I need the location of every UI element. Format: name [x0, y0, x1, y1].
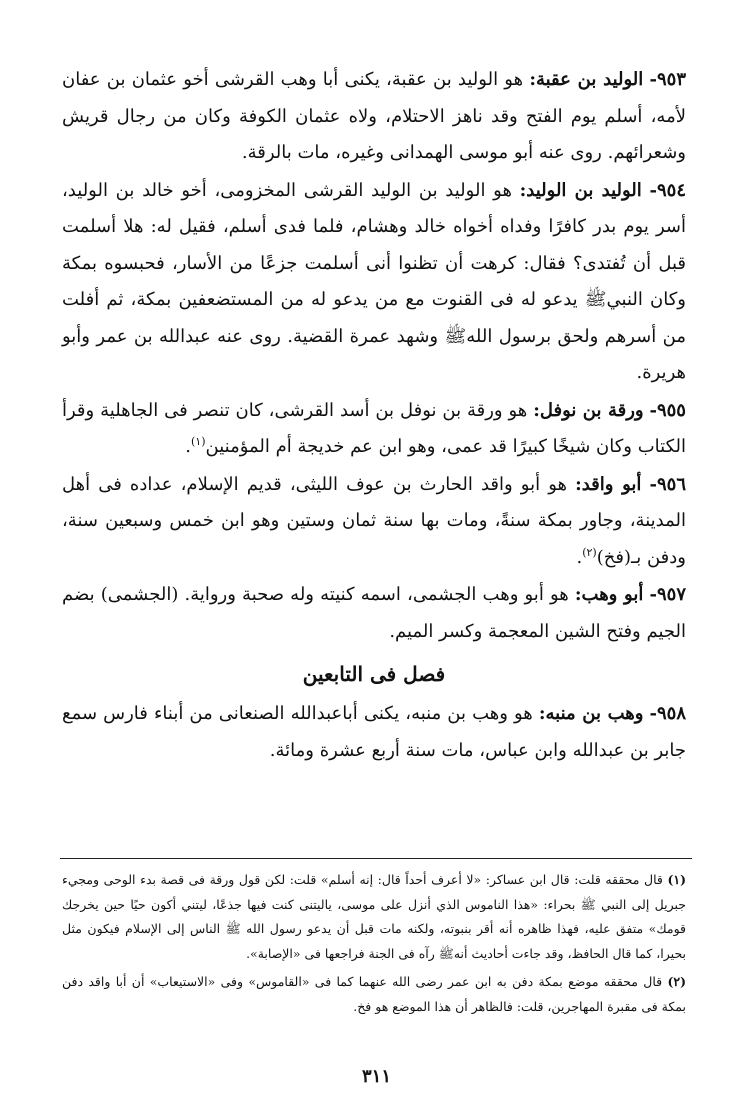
entry-name: أبو واقد:	[575, 473, 642, 495]
section-heading: فصل فى التابعين	[302, 662, 446, 686]
entry-tail: .	[185, 436, 191, 457]
entry-number: ٩٥٤-	[649, 179, 686, 201]
entry-957	[62, 577, 686, 650]
entry-name: وهب بن منبه:	[538, 703, 644, 724]
footnote-divider	[60, 858, 692, 859]
entry-name: ورقة بن نوفل:	[533, 399, 644, 421]
entry-name: أبو وهب:	[574, 584, 644, 605]
footnote-1	[62, 868, 686, 966]
entry-name: الوليد بن عقبة:	[529, 69, 644, 90]
entry-text: هو أبو واقد الحارث بن عوف الليثى، قديم الإسلام، عداده فى أهل المدينة، وجاور بمكة سنةً، ومات بها سنة ثمان وستين وهو ابن خمس وسبعين سنة، ودفن بـ(فخ)	[62, 473, 686, 568]
entry-text: هو وهب بن منبه، يكنى أباعبدالله الصنعانى من أبناء فارس سمع جابر بن عبدالله وابن عباس، مات سنة أربع عشرة ومائة.	[62, 703, 686, 761]
footnote-ref[interactable]: (١)	[190, 435, 206, 448]
footnote-number: (٢)	[667, 974, 686, 989]
entry-text: هو الوليد بن عقبة، يكنى أبا وهب القرشى أخو عثمان بن عفان لأمه، أسلم يوم الفتح وقد ناهز الاحتلام، ولاه عثمان الكوفة وكان من رجال قريش وشعرائهم. روى عنه أبو موسى الهمدانى وغيره، مات بالرقة.	[62, 69, 686, 163]
entry-text: هو ورقة بن نوفل بن أسد القرشى، كان تنصر فى الجاهلية وقرأ الكتاب وكان شيخًا كبيرًا قد عمى، وهو ابن عم خديجة أم المؤمنين	[62, 399, 686, 457]
main-text	[62, 62, 686, 769]
entry-number: ٩٥٥-	[649, 399, 686, 421]
footnote-ref[interactable]: (٢)	[582, 545, 597, 559]
entry-953	[62, 62, 686, 172]
entry-name: الوليد بن الوليد:	[519, 179, 642, 201]
entry-number: ٩٥٣-	[649, 69, 686, 90]
entry-956	[62, 467, 686, 577]
entry-958	[62, 696, 686, 769]
footnote-text: قال محققه قلت: قال ابن عساكر: «لا أعرف أحداً قال: إنه أسلم» قلت: لكن قول ورقة فى قصة بدء الوحى ومجيء جبريل إلى النبي ﷺ بحراء: «هذا الناموس الذي أنزل على موسى، ياليتنى كنت فيها جذعًا، ليتني أكون حيًا حين يخرجك قومك» متفق عليه، فهذا ظاهره أنه أقر بنبوته، ولكنه مات قبل أن يدعو رسول الله ﷺ الناس إلى الإسلام فيكون مثل بحيرا، كما قال الحافظ، وقد جاءت أحاديث أنهﷺ رآه فى الجنة فراجعها فى «الإصابة».	[62, 872, 686, 961]
entry-number: ٩٥٦-	[649, 473, 687, 495]
footnote-text: قال محققه موضع بمكة دفن به ابن عمر رضى الله عنهما كما فى «القاموس» وفى «الاستيعاب» أن أبا واقد دفن بمكة فى مقبرة المهاجرين، قلت: فالظاهر أن هذا الموضع هو فخ.	[62, 974, 686, 1014]
entry-number: ٩٥٨-	[649, 703, 687, 724]
footnote-number: (١)	[667, 872, 686, 887]
entry-text: هو الوليد بن الوليد القرشى المخزومى، أخو خالد بن الوليد، أسر يوم بدر كافرًا وفداه أخواه خالد وهشام، فلما فدى أسلم، فقيل له: هلا أسلمت قبل أن تُفتدى؟ فقال: كرهت أن تظنوا أنى أسلمت جزعًا من الأسار، فحبسوه بمكة وكان النبيﷺ يدعو له فى القنوت مع من يدعو له من المستضعفين بمكة، ثم أفلت من أسرهم ولحق برسول اللهﷺ وشهد عمرة القضية. روى عنه عبدالله بن عمر وأبو هريرة.	[62, 179, 686, 383]
entry-number: ٩٥٧-	[649, 584, 686, 605]
entry-text: هو أبو وهب الجشمى، اسمه كنيته وله صحبة ورواية. (الجشمى) بضم الجيم وفتح الشين المعجمة وكسر الميم.	[62, 584, 686, 642]
entry-954	[62, 173, 686, 392]
entry-955	[62, 393, 686, 466]
page-number: ٣١١	[361, 1066, 391, 1087]
footnotes	[62, 868, 686, 1023]
footnote-2	[62, 970, 686, 1019]
entry-tail: .	[576, 546, 583, 568]
